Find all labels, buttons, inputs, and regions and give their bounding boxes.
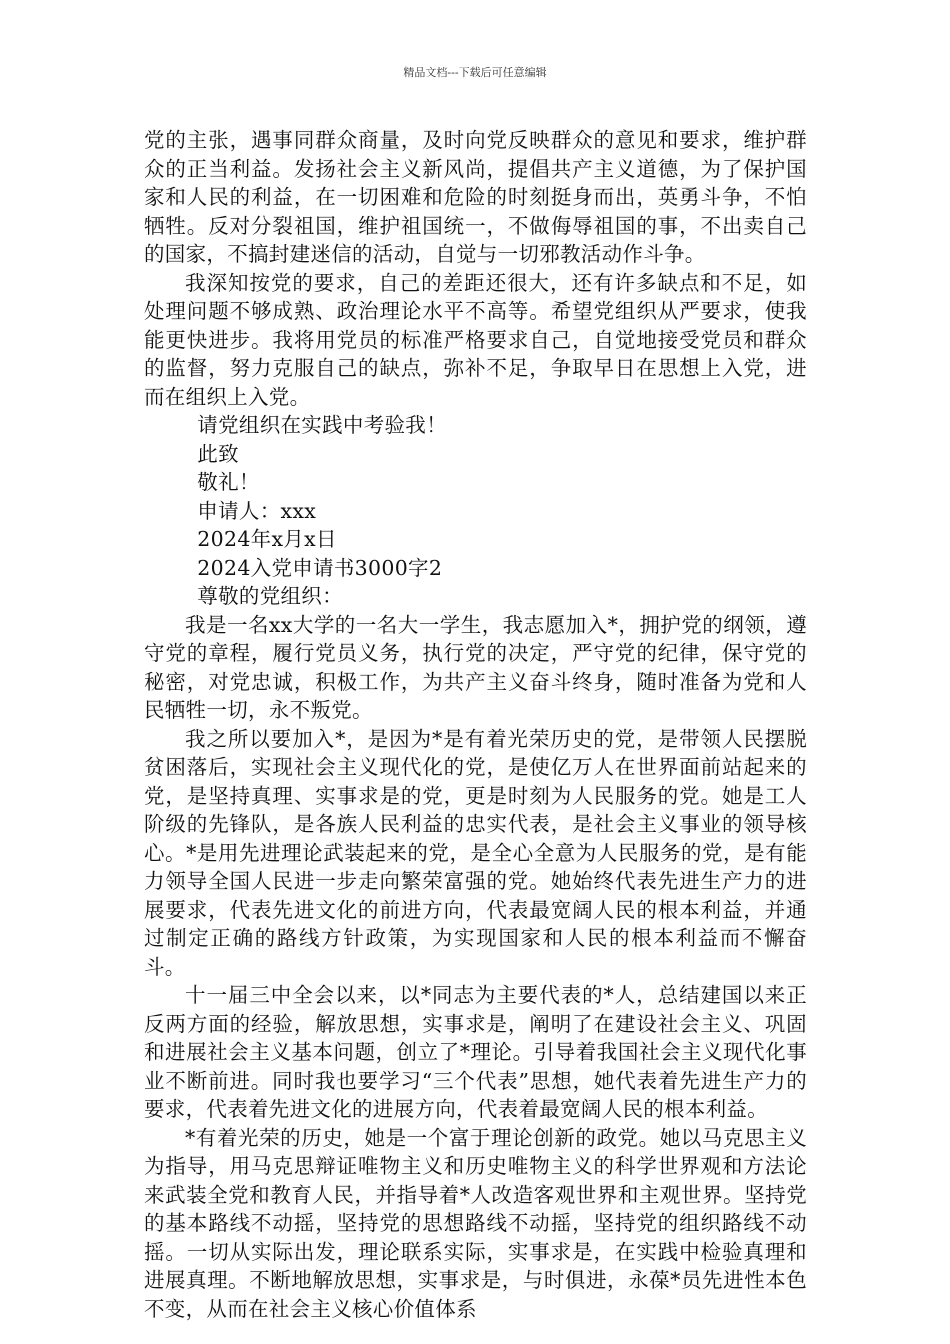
document-body [144,126,807,1323]
line-date: 2024年x月x日 [197,527,337,551]
page-header: 精品文档---下载后可任意编辑 [403,66,547,79]
paragraph-party-principles: 党的主张，遇事同群众商量，及时向党反映群众的意见和要求，维护群众的正当利益。发扬社会主义新风尚，提倡共产主义道德，为了保护国家和人民的利益，在一切困难和危险的时刻挺身而出，英勇斗争，不怕牺牲。反对分裂祖国，维护祖国统一，不做侮辱祖国的事，不出卖自己的国家，不搞封建迷信的活动，自觉与一切邪教活动作斗争。 [144,128,807,266]
paragraph-history: 十一届三中全会以来，以*同志为主要代表的*人，总结建国以来正反两方面的经验，解放思想，实事求是，阐明了在建设社会主义、巩固和进展社会主义基本问题，创立了*理论。引导着我国社会主义现代化事业不断前进。同时我也要学习“三个代表”思想，她代表着先进生产力的要求，代表着先进文化的进展方向，代表着最宽阔人民的根本利益。 [144,983,807,1121]
line-request: 请党组织在实践中考验我！ [197,413,447,437]
paragraph-self-assessment: 我深知按党的要求，自己的差距还很大，还有许多缺点和不足，如处理问题不够成熟、政治理论水平不高等。希望党组织从严要求，使我能更快进步。我将用党员的标准严格要求自己，自觉地接受党员和群众的监督，努力克服自己的缺点，弥补不足，争取早日在思想上入党，进而在组织上入党。 [144,270,807,409]
line-applicant: 申请人：xxx [197,498,317,523]
paragraph-reasons: 我之所以要加入*，是因为*是有着光荣历史的党，是带领人民摆脱贫困落后，实现社会主义现代化的党，是使亿万人在世界面前站起来的党，是坚持真理、实事求是的党，更是时刻为人民服务的党。她是工人阶级的先锋队，是各族人民利益的忠实代表，是社会主义事业的领导核心。*是用先进理论武装起来的党，是全心全意为人民服务的党，是有能力领导全国人民进一步走向繁荣富强的党。她始终代表先进生产力的进展要求，代表先进文化的前进方向，代表最宽阔人民的根本利益，并通过制定正确的路线方针政策，为实现国家和人民的根本利益而不懈奋斗。 [144,726,807,979]
line-greeting: 此致 [197,441,239,466]
line-salutation: 尊敬的党组织： [197,584,343,608]
second-letter-title: 2024入党申请书3000字2 [197,555,443,580]
paragraph-intro: 我是一名xx大学的一名大一学生，我志愿加入*，拥护党的纲领，遵守党的章程，履行党员义务，执行党的决定，严守党的纪律，保守党的秘密，对党忠诚，积极工作，为共产主义奋斗终身，随时准备为党和人民牺牲一切，永不叛党。 [144,612,807,722]
line-salute: 敬礼！ [197,470,260,494]
paragraph-theory: *有着光荣的历史，她是一个富于理论创新的政党。她以马克思主义为指导，用马克思辩证唯物主义和历史唯物主义的科学世界观和方法论来武装全党和教育人民，并指导着*人改造客观世界和主观世界。坚持党的基本路线不动摇，坚持党的思想路线不动摇，坚持党的组织路线不动摇。一切从实际出发，理论联系实际，实事求是，在实践中检验真理和进展真理。不断地解放思想，实事求是，与时俱进，永葆*员先进性本色不变，从而在社会主义核心价值体系 [144,1125,807,1321]
